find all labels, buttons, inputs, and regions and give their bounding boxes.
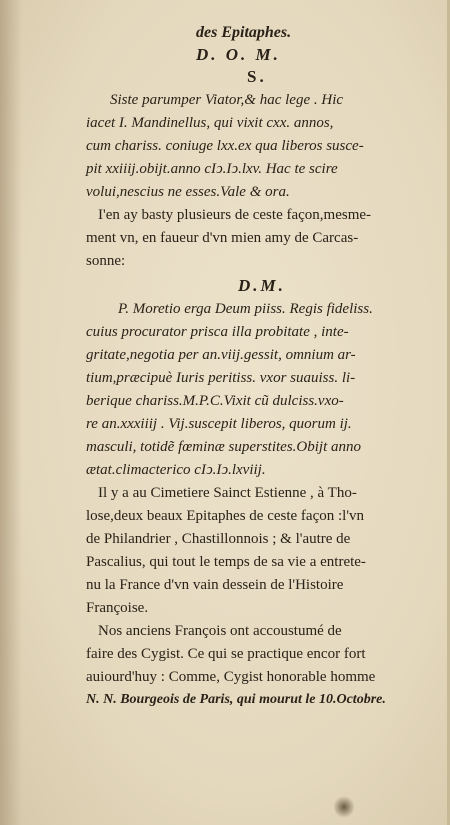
text-line: masculi, totidẽ fœminæ superstites.Obijt anno [86,439,362,455]
running-head: des Epitaphes. [196,24,292,41]
text-line: N. N. Bourgeois de Paris, qui mourut le 10.Octobre. [86,692,386,707]
text-line: de Philandrier , Chastillonnois ; & l'autre de [86,531,351,547]
text-line: lose,deux beaux Epitaphes de ceste façon :l'vn [86,508,365,524]
text-line: cuius procurator prisca illa probitate , inte- [86,324,349,340]
epitaph-heading-dom: D. O. M. [196,45,281,64]
text-line: Nos anciens François ont accoustumé de [98,623,342,639]
text-line: iacet I. Mandinellus, qui vixit cxx. annos, [86,115,334,131]
text-line: Pascalius, qui tout le temps de sa vie a entrete- [86,554,366,570]
text-line: P. Moretio erga Deum piiss. Regis fideliss. [118,301,373,317]
text-line: I'en ay basty plusieurs de ceste façon,mesme- [98,207,372,223]
text-line: tium,præcipuè Iuris peritiss. vxor suauiss. li- [86,370,356,386]
text-line: ætat.climacterico cIↄ.Iↄ.lxviij. [86,462,266,478]
text-line: re an.xxxiiij . Vij.suscepit liberos, quorum ij. [86,416,352,432]
text-line: ment vn, en faueur d'vn mien amy de Carcas- [86,230,359,246]
text-line: berique chariss.M.P.C.Vixit cũ dulciss.vxo- [86,393,344,409]
text-line: volui,nescius ne esses.Vale & ora. [86,184,290,200]
text-line: nu la France d'vn vain dessein de l'Histoire [86,577,344,593]
text-line: faire des Cygist. Ce qui se practique encor fort [86,646,366,662]
ink-smudge [334,795,354,819]
text-line: Siste parumper Viator,& hac lege . Hic [110,92,344,108]
epitaph-heading-s: S. [247,67,267,86]
epitaph-heading-dm: D.M. [238,276,286,295]
text-line: Françoise. [86,600,149,616]
text-line: sonne: [86,253,126,269]
text-line: pit xxiiij.obijt.anno cIↄ.Iↄ.lxv. Hac te scire [86,161,338,177]
text-line: gritate,negotia per an.viij.gessit, omnium ar- [86,347,356,363]
text-line: auiourd'huy : Comme, Cygist honorable homme [86,669,376,685]
text-line: Il y a au Cimetiere Sainct Estienne , à Tho- [98,485,357,501]
text-line: cum chariss. coniuge lxx.ex qua liberos susce- [86,138,364,154]
